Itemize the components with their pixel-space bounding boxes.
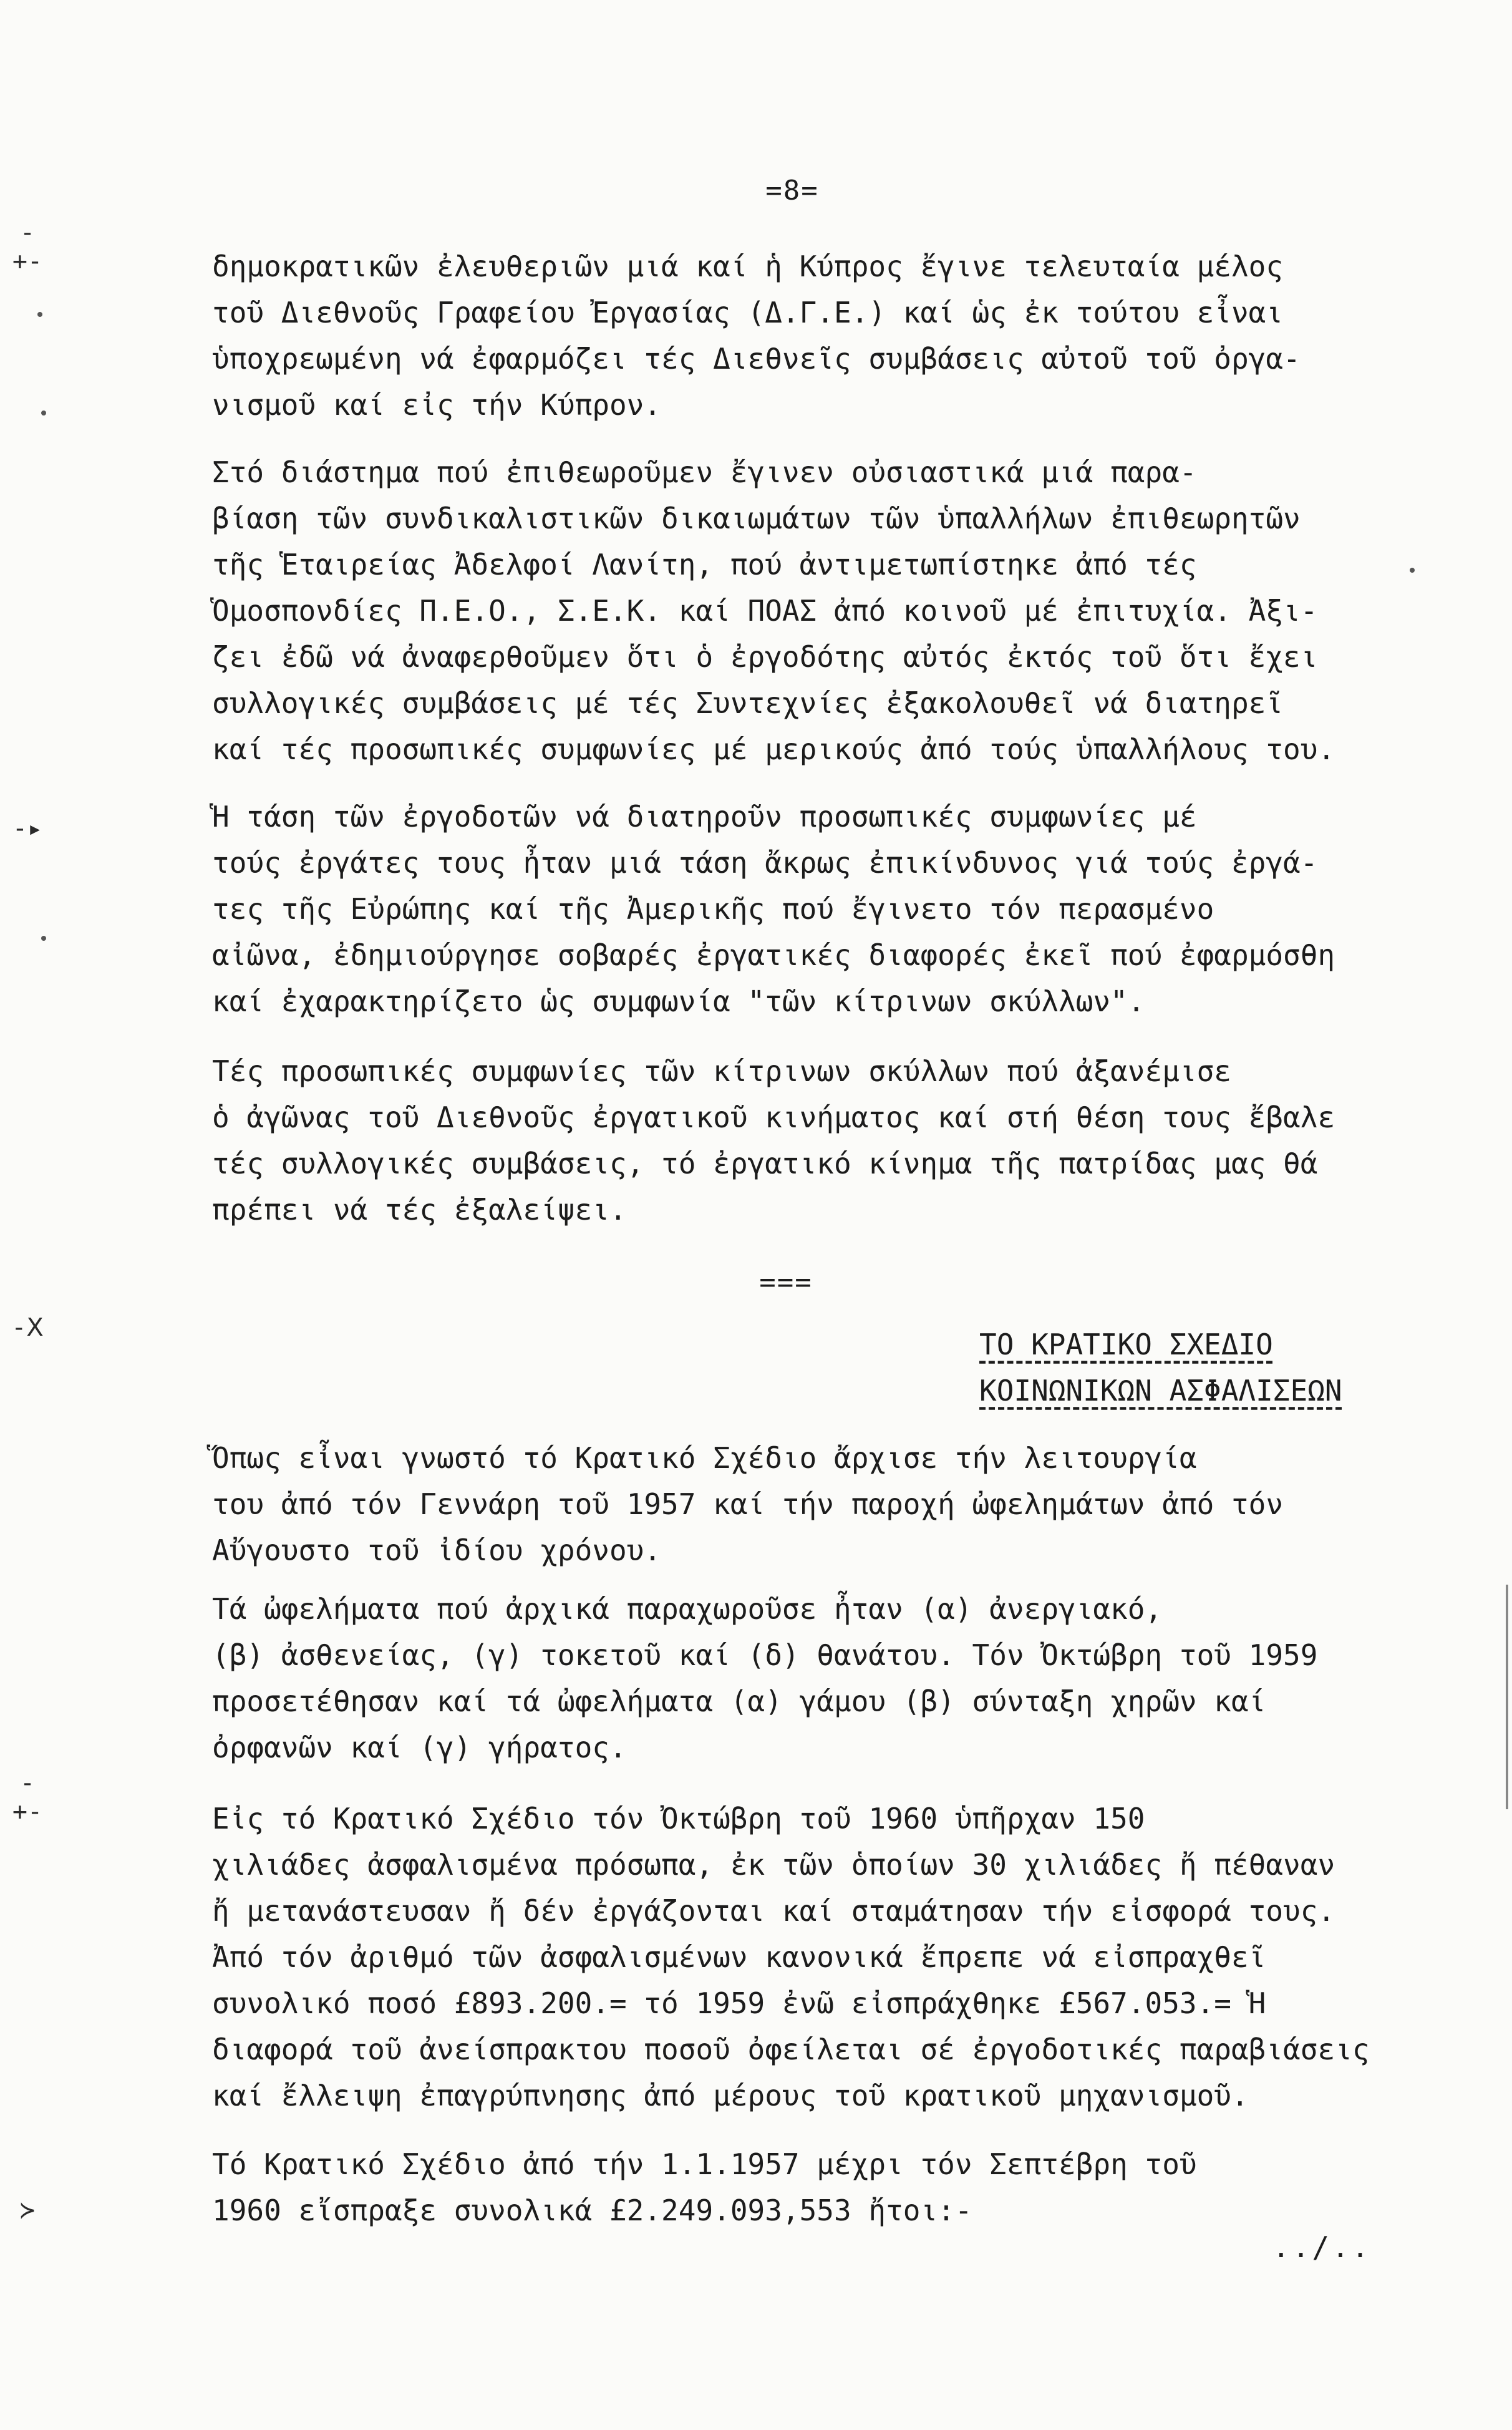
section-heading-line1: ΤΟ ΚΡΑΤΙΚΟ ΣΧΕΔΙΟ: [979, 1328, 1273, 1361]
punch-hole-mark-icon: -𝖷: [11, 1313, 44, 1342]
scan-edge-line: [1506, 1585, 1508, 1809]
paragraph-benefits: Τά ὠφελήματα πού ἀρχικά παραχωροῦσε ἦταν (α) ἀνεργιακό, (β) ἀσθενείας, (γ) τοκετοῦ καί (δ) θανάτου. Τόν Ὀκτώβρη τοῦ 1959 προσετέθησαν καί τά ὠφελήματα (α) γάμου (β) σύνταξη χηρῶν καί ὀρφανῶν καί (γ) γήρατος.: [212, 1592, 1318, 1764]
scan-speck: [1410, 568, 1415, 573]
scan-speck: [41, 936, 46, 941]
continued-marker: ../..: [1272, 2230, 1372, 2264]
paragraph-eleutheries: δημοκρατικῶν ἐλευθεριῶν μιά καί ἡ Κύπρος ἔγινε τελευταία μέλος τοῦ Διεθνοῦς Γραφείου Ἐργασίας (Δ.Γ.Ε.) καί ὡς ἐκ τούτου εἶναι ὑποχρεωμένη νά ἐφαρμόζει τές Διεθνεῖς συμβάσεις αὐτοῦ τοῦ ὀργα- νισμοῦ καί εἰς τήν Κύπρον.: [212, 250, 1301, 422]
paragraph-total-collected: Τό Κρατικό Σχέδιο ἀπό τήν 1.1.1957 μέχρι τόν Σεπτέβρη τοῦ 1960 εἴσπραξε συνολικά £2.249.093,553 ἤτοι:-: [212, 2147, 1197, 2227]
punch-hole-mark-icon: -+-: [12, 218, 43, 276]
paragraph-lanitis-violation: Στό διάστημα πού ἐπιθεωροῦμεν ἔγινεν οὐσιαστικά μιά παρα- βίαση τῶν συνδικαλιστικῶν δικαιωμάτων τῶν ὑπαλλήλων ἐπιθεωρητῶν τῆς Ἑταιρείας Ἀδελφοί Λανίτη, πού ἀντιμετωπίστηκε ἀπό τές Ὁμοσπονδίες Π.Ε.Ο., Σ.Ε.Κ. καί ΠΟΑΣ ἀπό κοινοῦ μέ ἐπιτυχία. Ἀξι- ζει ἐδῶ νά ἀναφερθοῦμεν ὅτι ὁ ἐργοδότης αὐτός ἐκτός τοῦ ὅτι ἔχει συλλογικές συμβάσεις μέ τές Συντεχνίες ἐξακολουθεῖ νά διατηρεῖ καί τές προσωπικές συμφωνίες μέ μερικούς ἀπό τούς ὑπαλλήλους του.: [212, 455, 1335, 766]
paragraph-personal-agreements: Ἡ τάση τῶν ἐργοδοτῶν νά διατηροῦν προσωπικές συμφωνίες μέ τούς ἐργάτες τους ἦταν μιά τάση ἄκρως ἐπικίνδυνος γιά τούς ἐργά- τες τῆς Εὐρώπης καί τῆς Ἀμερικῆς πού ἔγινετο τόν περασμένο αἰῶνα, ἐδημιούργησε σοβαρές ἐργατικές διαφορές ἐκεῖ πού ἐφαρμόσθη καί ἐχαρακτηρίζετο ὡς συμφωνία "τῶν κίτρινων σκύλλων".: [212, 800, 1335, 1018]
section-separator: ===: [759, 1266, 813, 1298]
scan-speck: [37, 312, 42, 317]
page-number: =8=: [765, 175, 819, 207]
punch-hole-mark-icon: -+-: [12, 1769, 43, 1826]
paragraph-yellow-dog-contracts: Τές προσωπικές συμφωνίες τῶν κίτρινων σκύλλων πού ἀξανέμισε ὁ ἀγῶνας τοῦ Διεθνοῦς ἐργατικοῦ κινήματος καί στή θέση τους ἔβαλε τές συλλογικές συμβάσεις, τό ἐργατικό κίνημα τῆς πατρίδας μας θά πρέπει νά τές ἐξαλείψει.: [212, 1054, 1335, 1227]
paragraph-insured-persons: Εἰς τό Κρατικό Σχέδιο τόν Ὀκτώβρη τοῦ 1960 ὑπῆρχαν 150 χιλιάδες ἀσφαλισμένα πρόσωπα, ἐκ τῶν ὁποίων 30 χιλιάδες ἤ πέθαναν ἤ μετανάστευσαν ἤ δέν ἐργάζονται καί σταμάτησαν τήν εἰσφορά τους. Ἀπό τόν ἀριθμό τῶν ἀσφαλισμένων κανονικά ἔπρεπε νά εἰσπραχθεῖ συνολικό ποσό £893.200.= τό 1959 ἐνῶ εἰσπράχθηκε £567.053.= Ἡ διαφορά τοῦ ἀνείσπρακτου ποσοῦ ὀφείλεται σέ ἐργοδοτικές παραβιάσεις καί ἔλλειψη ἐπαγρύπνησης ἀπό μέρους τοῦ κρατικοῦ μηχανισμοῦ.: [212, 1802, 1370, 2112]
paragraph-scheme-start: Ὅπως εἶναι γνωστό τό Κρατικό Σχέδιο ἄρχισε τήν λειτουργία του ἀπό τόν Γεννάρη τοῦ 1957 καί τήν παροχή ὠφελημάτων ἀπό τόν Αὔγουστο τοῦ ἰδίου χρόνου.: [212, 1441, 1284, 1567]
scan-speck: [41, 411, 46, 416]
section-heading-line2: ΚΟΙΝΩΝΙΚΩΝ ΑΣΦΑΛΙΣΕΩΝ: [979, 1374, 1342, 1407]
punch-hole-mark-icon: -▸: [12, 814, 43, 843]
punch-hole-mark-icon: ≻: [19, 2196, 36, 2225]
